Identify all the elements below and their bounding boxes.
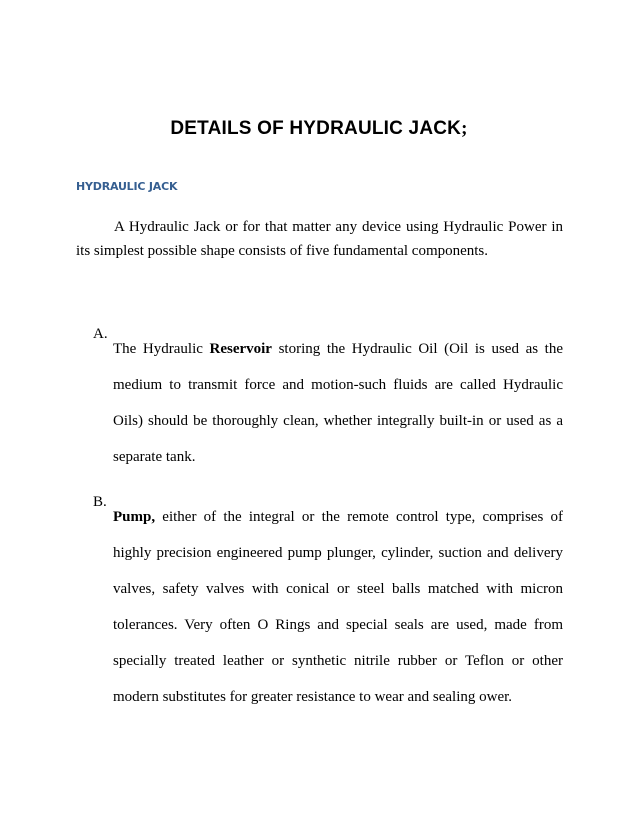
intro-paragraph: A Hydraulic Jack or for that matter any device using Hydraulic Power in its simplest possible shape consists of five fundamental components. — [76, 219, 563, 259]
list-item-text — [113, 331, 563, 475]
title-text: DETAILS OF HYDRAULIC JACK — [170, 118, 462, 139]
list-item-text — [113, 499, 563, 715]
list-marker: B. — [93, 494, 107, 510]
list-marker: A. — [93, 326, 108, 342]
section-heading: HYDRAULIC JACK — [76, 180, 178, 193]
list-item-reservoir — [93, 316, 563, 490]
page-title — [0, 118, 638, 140]
title-suffix: ; — [461, 118, 468, 139]
item-text-post: storing the Hydraulic Oil (Oil is used as the medium to transmit force and motion-such fluids are called Hydraulic Oils) should be thoroughly clean, whether integrally built-in or used as a separate tank. — [113, 341, 563, 465]
item-text-pre: The Hydraulic — [113, 341, 210, 357]
item-text-post: either of the integral or the remote control type, comprises of highly precision engineered pump plunger, cylinder, suction and delivery valves, safety valves with conical or steel balls matched with micron tolerances. Very often O Rings and special seals are used, made from specially treated leather or synthetic nitrile rubber or Teflon or other modern substitutes for greater resistance to wear and sealing ower. — [113, 509, 563, 705]
item-keyword: Reservoir — [209, 341, 272, 357]
list-item-pump — [93, 484, 563, 730]
item-keyword: Pump, — [113, 509, 156, 525]
